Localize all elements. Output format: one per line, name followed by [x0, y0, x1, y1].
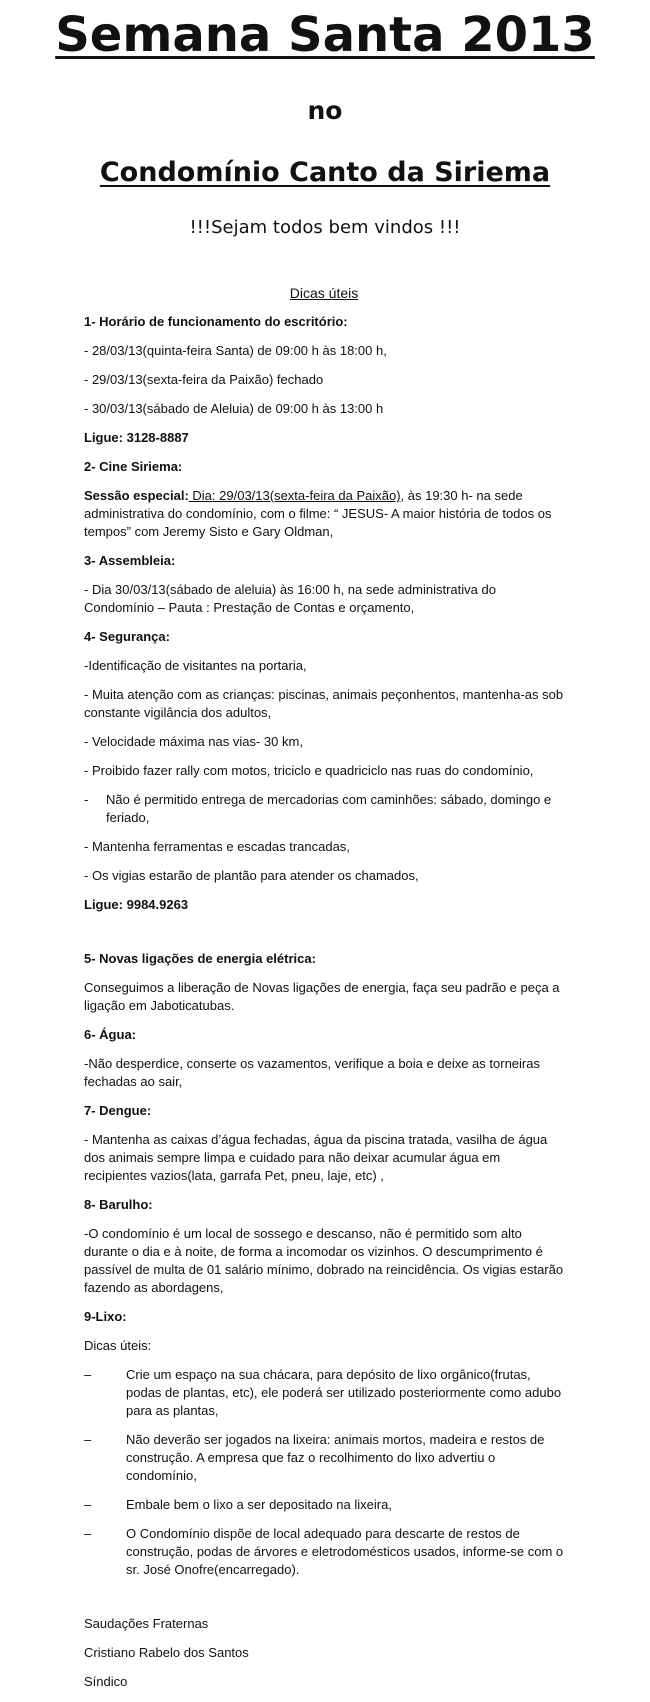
security-item: - Proibido fazer rally com motos, triciclo e quadriciclo nas ruas do condomínio, [84, 763, 534, 778]
security-item: - Velocidade máxima nas vias- 30 km, [84, 734, 303, 749]
document-body [84, 284, 564, 1702]
signature-name: Cristiano Rabelo dos Santos [84, 1645, 249, 1660]
office-phone: Ligue: 3128-8887 [84, 430, 189, 445]
security-item: - Os vigias estarão de plantão para atender os chamados, [84, 868, 419, 883]
section-8-heading: 8- Barulho: [84, 1197, 153, 1212]
security-item: - Muita atenção com as crianças: piscinas, animais peçonhentos, mantenha-as sob constante vigilância dos adultos, [84, 687, 564, 720]
garbage-item-text: Crie um espaço na sua chácara, para depósito de lixo orgânico(frutas, podas de plantas, etc), ele poderá ser utilizado posteriormente como adubo para as plantas, [126, 1367, 562, 1418]
security-item: - Mantenha ferramentas e escadas trancadas, [84, 839, 350, 854]
special-session-label: Sessão especial: [84, 488, 189, 503]
office-hours-line: - 29/03/13(sexta-feira da Paixão) fechado [84, 372, 324, 387]
list-dash: – [84, 1367, 92, 1382]
garbage-item [84, 1525, 564, 1579]
section-9-heading: 9-Lixo: [84, 1309, 127, 1324]
list-dash: – [84, 1432, 92, 1447]
section-2-heading: 2- Cine Siriema: [84, 459, 183, 474]
section-3-heading: 3- Assembleia: [84, 553, 176, 568]
assembly-text: - Dia 30/03/13(sábado de aleluia) às 16:00 h, na sede administrativa do Condomínio – Pauta : Prestação de Contas e orçamento, [84, 582, 496, 615]
tips-heading: Dicas úteis [289, 285, 359, 301]
section-1-heading: 1- Horário de funcionamento do escritório: [84, 314, 348, 329]
garbage-item-text: Não deverão ser jogados na lixeira: animais mortos, madeira e restos de construção. A empresa que faz o recolhimento do lixo advertiu o condomínio, [126, 1432, 545, 1483]
garbage-item [84, 1496, 564, 1514]
section-6-heading: 6- Água: [84, 1027, 136, 1042]
cinema-session-text [84, 487, 564, 541]
security-item [84, 791, 564, 827]
section-5-heading: 5- Novas ligações de energia elétrica: [84, 951, 316, 966]
list-dash: – [84, 1526, 92, 1541]
signature-role: Síndico [84, 1674, 128, 1689]
garbage-item [84, 1431, 564, 1485]
security-item: -Identificação de visitantes na portaria, [84, 658, 307, 673]
section-7-heading: 7- Dengue: [84, 1103, 152, 1118]
security-phone: Ligue: 9984.9263 [84, 897, 189, 912]
subtitle-no: no [307, 96, 343, 125]
office-hours-line: - 30/03/13(sábado de Aleluia) de 09:00 h às 13:00 h [84, 401, 384, 416]
office-hours-line: - 28/03/13(quinta-feira Santa) de 09:00 h às 18:00 h, [84, 343, 387, 358]
water-text: -Não desperdice, conserte os vazamentos, verifique a boia e deixe as torneiras fechadas ao sair, [84, 1056, 540, 1089]
special-session-details: , às 19:30 h- na sede administrativa do condomínio, com o filme: “ JESUS- A maior história de todos os tempos” com Jeremy Sisto e Gary Oldman, [84, 488, 552, 539]
energy-text: Conseguimos a liberação de Novas ligações de energia, faça seu padrão e peça a ligação em Jaboticatubas. [84, 980, 560, 1013]
section-4-heading: 4- Segurança: [84, 629, 170, 644]
list-dash: - [84, 792, 89, 807]
garbage-intro: Dicas úteis: [84, 1338, 152, 1353]
document-title: Semana Santa 2013 [55, 7, 595, 63]
security-item-text: Não é permitido entrega de mercadorias com caminhões: sábado, domingo e feriado, [106, 792, 552, 825]
list-dash: – [84, 1497, 92, 1512]
noise-text: -O condomínio é um local de sossego e descanso, não é permitido som alto durante o dia e à noite, de forma a incomodar os vizinhos. O descumprimento é passível de multa de 01 salário mínimo, dobrado na reincidência. Os vigias estarão fazendo as abordagens, [84, 1226, 564, 1295]
special-session-date: Dia: 29/03/13(sexta-feira da Paixão) [188, 488, 401, 503]
signature-greeting: Saudações Fraternas [84, 1616, 209, 1631]
garbage-item [84, 1366, 564, 1420]
garbage-item-text: Embale bem o lixo a ser depositado na lixeira, [126, 1497, 392, 1512]
dengue-text: - Mantenha as caixas d’água fechadas, água da piscina tratada, vasilha de água dos animais sempre limpa e cuidado para não deixar acumular água em recipientes vazios(lata, garrafa Pet, pneu, laje, etc) , [84, 1132, 548, 1183]
garbage-item-text: O Condomínio dispõe de local adequado para descarte de restos de construção, podas de árvores e eletrodomésticos usados, informe-se com o sr. José Onofre(encarregado). [126, 1526, 564, 1577]
condominium-name: Condomínio Canto da Siriema [99, 157, 551, 188]
welcome-message: !!!Sejam todos bem vindos !!! [189, 217, 461, 238]
